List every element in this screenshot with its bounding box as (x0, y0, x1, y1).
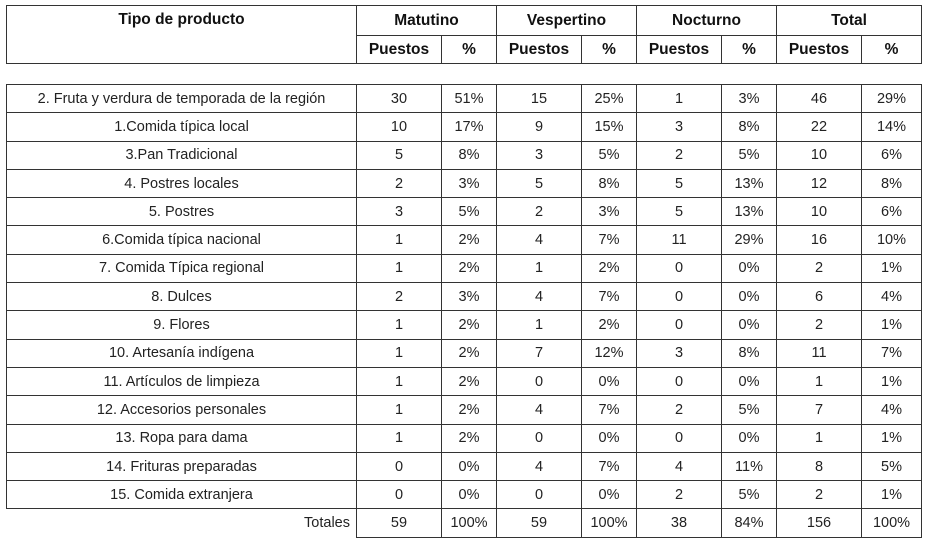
table-row (7, 311, 922, 339)
header-table (6, 5, 922, 64)
subheader-puestos: Puestos (637, 36, 722, 64)
puestos-cell-matutino: 0 (357, 452, 442, 480)
product-name-cell: 9. Flores (7, 311, 357, 339)
percent-cell-total: 10% (862, 226, 922, 254)
puestos-cell-total: 16 (777, 226, 862, 254)
percent-cell-nocturno: 8% (722, 113, 777, 141)
total-percent-cell-vespertino: 100% (582, 509, 637, 537)
group-header-vespertino: Vespertino (497, 6, 637, 36)
puestos-cell-total: 2 (777, 311, 862, 339)
percent-cell-nocturno: 0% (722, 283, 777, 311)
puestos-cell-nocturno: 2 (637, 396, 722, 424)
puestos-cell-matutino: 3 (357, 198, 442, 226)
table-row (7, 452, 922, 480)
total-puestos-cell-total: 156 (777, 509, 862, 537)
percent-cell-matutino: 2% (442, 339, 497, 367)
percent-cell-nocturno: 11% (722, 452, 777, 480)
percent-cell-total: 5% (862, 452, 922, 480)
puestos-cell-nocturno: 0 (637, 424, 722, 452)
puestos-cell-nocturno: 2 (637, 481, 722, 509)
percent-cell-matutino: 2% (442, 226, 497, 254)
percent-cell-vespertino: 0% (582, 481, 637, 509)
percent-cell-vespertino: 12% (582, 339, 637, 367)
puestos-cell-total: 2 (777, 254, 862, 282)
percent-cell-vespertino: 25% (582, 85, 637, 113)
puestos-cell-total: 6 (777, 283, 862, 311)
percent-cell-matutino: 2% (442, 396, 497, 424)
total-puestos-cell-matutino: 59 (357, 509, 442, 537)
percent-cell-nocturno: 13% (722, 198, 777, 226)
table-row (7, 396, 922, 424)
percent-cell-matutino: 17% (442, 113, 497, 141)
puestos-cell-vespertino: 4 (497, 226, 582, 254)
puestos-cell-nocturno: 0 (637, 254, 722, 282)
puestos-cell-matutino: 1 (357, 226, 442, 254)
table-row (7, 85, 922, 113)
puestos-cell-total: 2 (777, 481, 862, 509)
product-name-cell: 3.Pan Tradicional (7, 141, 357, 169)
percent-cell-vespertino: 2% (582, 311, 637, 339)
percent-cell-matutino: 51% (442, 85, 497, 113)
puestos-cell-total: 22 (777, 113, 862, 141)
percent-cell-total: 1% (862, 311, 922, 339)
puestos-cell-vespertino: 9 (497, 113, 582, 141)
puestos-cell-matutino: 1 (357, 396, 442, 424)
percent-cell-nocturno: 3% (722, 85, 777, 113)
product-name-cell: 7. Comida Típica regional (7, 254, 357, 282)
product-name-cell: 10. Artesanía indígena (7, 339, 357, 367)
percent-cell-total: 1% (862, 254, 922, 282)
puestos-cell-matutino: 0 (357, 481, 442, 509)
percent-cell-total: 6% (862, 198, 922, 226)
table-row (7, 141, 922, 169)
puestos-cell-matutino: 2 (357, 169, 442, 197)
percent-cell-total: 29% (862, 85, 922, 113)
percent-cell-matutino: 8% (442, 141, 497, 169)
percent-cell-matutino: 5% (442, 198, 497, 226)
puestos-cell-matutino: 30 (357, 85, 442, 113)
puestos-cell-nocturno: 0 (637, 311, 722, 339)
puestos-cell-vespertino: 4 (497, 396, 582, 424)
product-type-header: Tipo de producto (7, 6, 357, 64)
percent-cell-vespertino: 15% (582, 113, 637, 141)
percent-cell-total: 1% (862, 367, 922, 395)
subheader-puestos: Puestos (777, 36, 862, 64)
puestos-cell-matutino: 1 (357, 254, 442, 282)
product-name-cell: 8. Dulces (7, 283, 357, 311)
puestos-cell-nocturno: 11 (637, 226, 722, 254)
puestos-cell-vespertino: 1 (497, 254, 582, 282)
puestos-cell-vespertino: 2 (497, 198, 582, 226)
puestos-cell-nocturno: 0 (637, 367, 722, 395)
product-name-cell: 5. Postres (7, 198, 357, 226)
group-header-matutino: Matutino (357, 6, 497, 36)
percent-cell-total: 4% (862, 283, 922, 311)
table-row (7, 481, 922, 509)
product-name-cell: 14. Frituras preparadas (7, 452, 357, 480)
puestos-cell-total: 10 (777, 141, 862, 169)
group-header-nocturno: Nocturno (637, 6, 777, 36)
percent-cell-total: 1% (862, 481, 922, 509)
data-table (6, 84, 922, 538)
table-row (7, 339, 922, 367)
puestos-cell-vespertino: 5 (497, 169, 582, 197)
percent-cell-matutino: 2% (442, 424, 497, 452)
total-percent-cell-nocturno: 84% (722, 509, 777, 537)
percent-cell-nocturno: 0% (722, 424, 777, 452)
puestos-cell-nocturno: 5 (637, 198, 722, 226)
table-row (7, 198, 922, 226)
percent-cell-vespertino: 2% (582, 254, 637, 282)
puestos-cell-total: 11 (777, 339, 862, 367)
percent-cell-matutino: 3% (442, 283, 497, 311)
puestos-cell-vespertino: 15 (497, 85, 582, 113)
puestos-cell-total: 10 (777, 198, 862, 226)
table-row (7, 367, 922, 395)
product-name-cell: 11. Artículos de limpieza (7, 367, 357, 395)
product-name-cell: 15. Comida extranjera (7, 481, 357, 509)
puestos-cell-vespertino: 1 (497, 311, 582, 339)
percent-cell-vespertino: 8% (582, 169, 637, 197)
product-name-cell: 4. Postres locales (7, 169, 357, 197)
puestos-cell-total: 1 (777, 424, 862, 452)
puestos-cell-nocturno: 5 (637, 169, 722, 197)
percent-cell-total: 6% (862, 141, 922, 169)
percent-cell-total: 8% (862, 169, 922, 197)
percent-cell-nocturno: 0% (722, 311, 777, 339)
puestos-cell-total: 46 (777, 85, 862, 113)
puestos-cell-matutino: 5 (357, 141, 442, 169)
product-name-cell: 12. Accesorios personales (7, 396, 357, 424)
group-header-total: Total (777, 6, 922, 36)
puestos-cell-nocturno: 2 (637, 141, 722, 169)
percent-cell-nocturno: 0% (722, 254, 777, 282)
puestos-cell-vespertino: 0 (497, 424, 582, 452)
puestos-cell-matutino: 2 (357, 283, 442, 311)
puestos-cell-nocturno: 0 (637, 283, 722, 311)
product-name-cell: 13. Ropa para dama (7, 424, 357, 452)
percent-cell-matutino: 3% (442, 169, 497, 197)
percent-cell-matutino: 2% (442, 311, 497, 339)
total-puestos-cell-vespertino: 59 (497, 509, 582, 537)
percent-cell-total: 4% (862, 396, 922, 424)
subheader-puestos: Puestos (497, 36, 582, 64)
total-puestos-cell-nocturno: 38 (637, 509, 722, 537)
puestos-cell-vespertino: 7 (497, 339, 582, 367)
puestos-cell-total: 8 (777, 452, 862, 480)
subheader-percent: % (442, 36, 497, 64)
percent-cell-vespertino: 7% (582, 452, 637, 480)
table-row (7, 254, 922, 282)
table-row (7, 226, 922, 254)
percent-cell-vespertino: 7% (582, 283, 637, 311)
product-name-cell: 6.Comida típica nacional (7, 226, 357, 254)
puestos-cell-nocturno: 4 (637, 452, 722, 480)
table-row (7, 113, 922, 141)
puestos-cell-total: 7 (777, 396, 862, 424)
puestos-cell-matutino: 10 (357, 113, 442, 141)
total-percent-cell-total: 100% (862, 509, 922, 537)
subheader-percent: % (862, 36, 922, 64)
puestos-cell-vespertino: 4 (497, 452, 582, 480)
percent-cell-nocturno: 13% (722, 169, 777, 197)
subheader-puestos: Puestos (357, 36, 442, 64)
percent-cell-vespertino: 0% (582, 424, 637, 452)
puestos-cell-nocturno: 1 (637, 85, 722, 113)
product-name-cell: 1.Comida típica local (7, 113, 357, 141)
puestos-cell-nocturno: 3 (637, 339, 722, 367)
puestos-cell-nocturno: 3 (637, 113, 722, 141)
percent-cell-nocturno: 0% (722, 367, 777, 395)
percent-cell-matutino: 0% (442, 481, 497, 509)
percent-cell-vespertino: 5% (582, 141, 637, 169)
percent-cell-total: 1% (862, 424, 922, 452)
totals-row (7, 509, 922, 537)
percent-cell-total: 7% (862, 339, 922, 367)
percent-cell-vespertino: 7% (582, 396, 637, 424)
puestos-cell-vespertino: 4 (497, 283, 582, 311)
puestos-cell-matutino: 1 (357, 367, 442, 395)
table-row (7, 424, 922, 452)
percent-cell-total: 14% (862, 113, 922, 141)
puestos-cell-matutino: 1 (357, 311, 442, 339)
percent-cell-nocturno: 8% (722, 339, 777, 367)
product-name-cell: 2. Fruta y verdura de temporada de la región (7, 85, 357, 113)
table-row (7, 169, 922, 197)
percent-cell-nocturno: 5% (722, 141, 777, 169)
percent-cell-nocturno: 29% (722, 226, 777, 254)
puestos-cell-total: 12 (777, 169, 862, 197)
puestos-cell-matutino: 1 (357, 424, 442, 452)
puestos-cell-matutino: 1 (357, 339, 442, 367)
totals-label: Totales (304, 515, 350, 532)
puestos-cell-vespertino: 3 (497, 141, 582, 169)
percent-cell-matutino: 0% (442, 452, 497, 480)
percent-cell-vespertino: 3% (582, 198, 637, 226)
puestos-cell-vespertino: 0 (497, 481, 582, 509)
percent-cell-matutino: 2% (442, 367, 497, 395)
percent-cell-vespertino: 7% (582, 226, 637, 254)
subheader-percent: % (722, 36, 777, 64)
percent-cell-matutino: 2% (442, 254, 497, 282)
percent-cell-vespertino: 0% (582, 367, 637, 395)
subheader-percent: % (582, 36, 637, 64)
percent-cell-nocturno: 5% (722, 396, 777, 424)
percent-cell-nocturno: 5% (722, 481, 777, 509)
total-percent-cell-matutino: 100% (442, 509, 497, 537)
puestos-cell-total: 1 (777, 367, 862, 395)
puestos-cell-vespertino: 0 (497, 367, 582, 395)
table-row (7, 283, 922, 311)
